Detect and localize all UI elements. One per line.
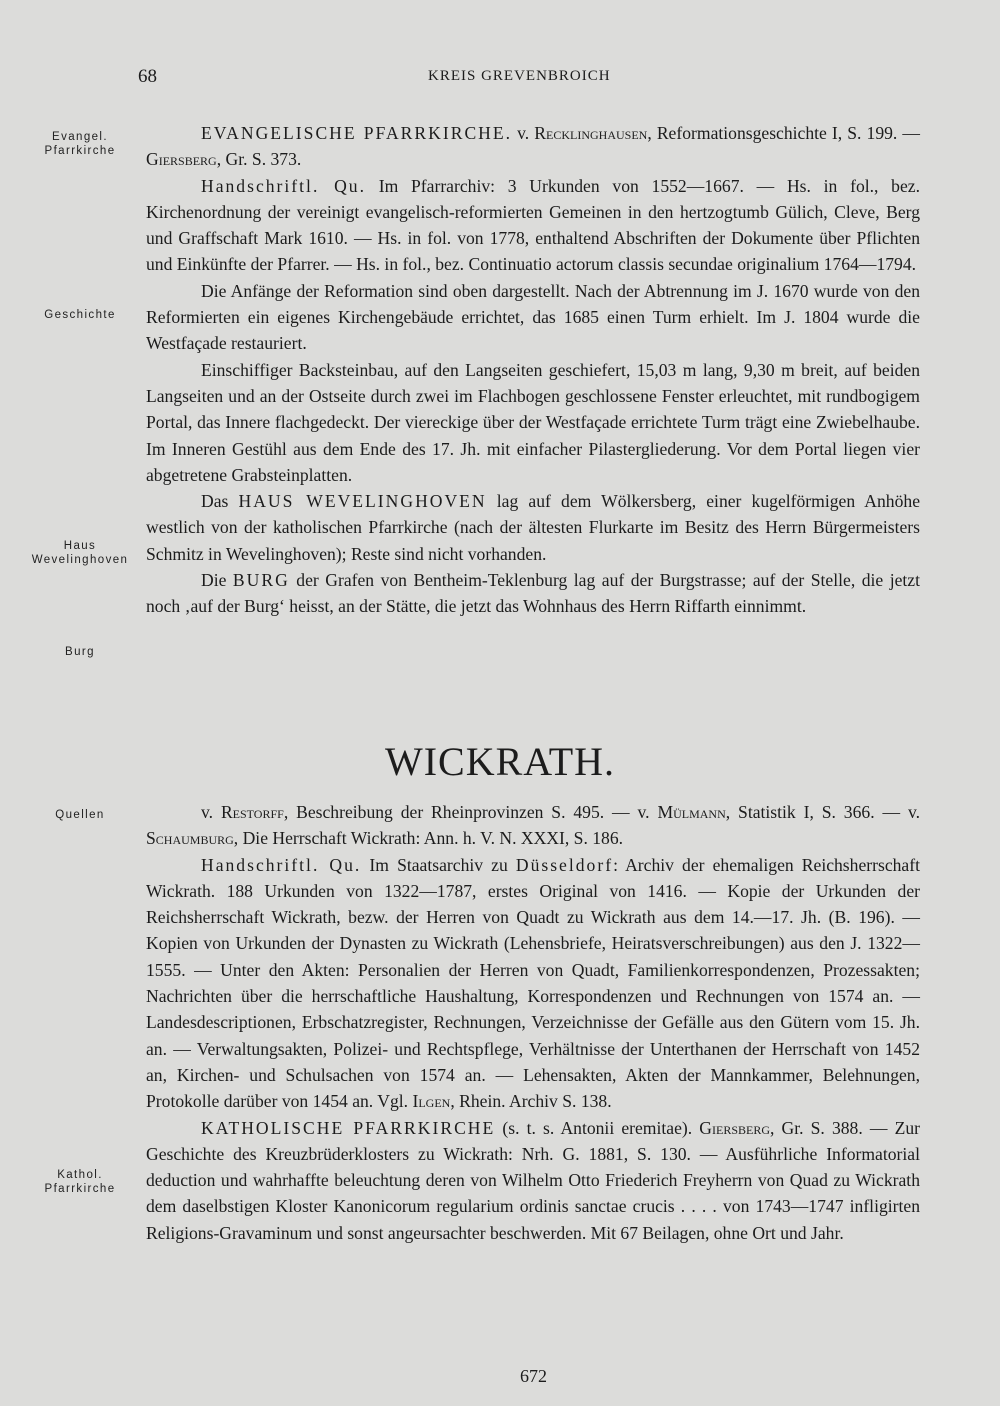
section-wickrath: [146, 799, 920, 1246]
page-number: 68: [138, 66, 157, 87]
margin-note-geschichte: Geschichte: [44, 309, 116, 321]
margin-note-haus: Haus Wevelinghoven: [31, 540, 129, 566]
paragraph-katholische-pfarrkirche: KATHOLISCHE PFARRKIRCHE (s. t. s. Antonii eremitae). Giersberg, Gr. S. 388. — Zur Geschichte des Kreuzbrüderklosters zu Wickrath: Nrh. G. 1881, S. 130. — Ausführliche Informatorial deduction und wahrhaffte beleuchtung deren von Wilhelm Otto Friederich Freyherrn von Quad zu Wickrath dem daselbstigen Kloster Kanonicorum regularium ordinis sanctae crucis . . . . von 1743—1747 infligirten Religions-Gravaminum und sonst angeursachter beschwerden. Mit 67 Beilagen, ohne Ort und Jahr.: [146, 1117, 920, 1243]
heading-wickrath: WICKRATH.: [384, 739, 616, 784]
paragraph-evangel-sources: Handschriftl. Qu. Im Pfarrarchiv: 3 Urkunden von 1552—1667. — Hs. in fol., bez. Kirchenordnung der vereinigt evangelisch-reformierten Gemeinen in den hertzogtumb Gülich, Cleve, Berg und Graffschaft Mark 1610. — Hs. in fol. von 1778, enthaltend Abschriften der Dokumente über Pflichten und Einkünfte der Pfarrer. — Hs. in fol., bez. Continuatio actorum classis secundae originalium 1764—1794.: [146, 175, 920, 275]
paragraph-evangel-literature: EVANGELISCHE PFARRKIRCHE. v. Recklinghausen, Reformationsgeschichte I, S. 199. — Giersberg, Gr. S. 373.: [146, 123, 921, 170]
page-header: [0, 66, 1000, 94]
margin-note-quellen: Quellen: [55, 809, 105, 821]
paragraph-burg: Die BURG der Grafen von Bentheim-Teklenburg lag auf der Burgstrasse; auf der Stelle, die jetzt noch ‚auf der Burg‘ heisst, an der Stätte, die jetzt das Wohnhaus des Herrn Riffarth einnimmt.: [146, 570, 920, 617]
section-evangelische-pfarrkirche: [146, 120, 920, 620]
heading-evangelische-pfarrkirche: EVANGELISCHE PFARRKIRCHE.: [201, 123, 513, 143]
paragraph-haus-wevelinghoven: Das HAUS WEVELINGHOVEN lag auf dem Wölkersberg, einer kugelförmigen Anhöhe westlich von der katholischen Pfarrkirche (nach der ältesten Flurkarte im Besitz des Herrn Bürgermeisters Schmitz in Wevelinghoven); Reste sind nicht vorhanden.: [146, 491, 921, 564]
margin-note-burg: Burg: [65, 646, 95, 658]
heading-katholische-pfarrkirche: KATHOLISCHE PFARRKIRCHE: [201, 1117, 496, 1138]
running-title: KREIS GREVENBROICH: [428, 68, 611, 84]
paragraph-geschichte: Die Anfänge der Reformation sind oben dargestellt. Nach der Abtrennung im J. 1670 wurde von den Reformierten ein eigenes Kirchengebäude errichtet, das 1685 einen Turm erhielt. Im J. 1804 wurde die Westfaçade restauriert.: [146, 280, 920, 354]
signature-number: 672: [520, 1366, 547, 1386]
margin-note-kathol: Kathol. Pfarrkirche: [44, 1169, 116, 1195]
paragraph-quellen: v. Restorff, Beschreibung der Rheinprovinzen S. 495. — v. Mülmann, Statistik I, S. 366. — v. Schaumburg, Die Herrschaft Wickrath: Ann. h. V. N. XXXI, S. 186.: [146, 802, 920, 849]
paragraph-handschriftliche-quellen: Handschriftl. Qu. Im Staatsarchiv zu Düsseldorf: Archiv der ehemaligen Reichsherrschaft Wickrath. 188 Urkunden von 1322—1787, erstes Original von 1416. — Kopie der Urkunden der Reichsherrschaft Wickrath, bezw. der Herren von Quadt zu Wickrath aus dem 14.—17. Jh. (B. 196). — Kopien von Urkunden der Dynasten zu Wickrath (Lehensbriefe, Heiratsverschreibungen) aus den J. 1322—1555. — Unter den Akten: Personalien der Herren von Quadt, Familienkorrespondenzen, Prozessakten; Nachrichten über die herrschaftliche Haushaltung, Korrespondenzen und Rechnungen von 1574 an. — Landesdescriptionen, Erbschatzregister, Rechnungen, Verzeichnisse der Gefälle aus den Gütern vom 15. Jh. an. — Verwaltungsakten, Polizei- und Rechtspflege, Verhältnisse der Unterthanen der Herrschaft von 1452 an, Kirchen- und Schulsachen von 1574 an. — Lehensakten, Akten der Mannkammer, Belehnungen, Protokolle darüber von 1454 an. Vgl. Ilgen, Rhein. Archiv S. 138.: [146, 854, 920, 1112]
paragraph-description: Einschiffiger Backsteinbau, auf den Langseiten geschiefert, 15,03 m lang, 9,30 m breit, auf beiden Langseiten und an der Ostseite durch zwei im Flachbogen geschlossene Fenster erleuchtet, mit rundbogigem Portal, das Innere flachgedeckt. Der viereckige über der Westfaçade errichtete Turm trägt eine Zwiebelhaube. Im Inneren Gestühl aus dem Ende des 17. Jh. mit einfacher Pilastergliederung. Vor dem Portal liegen vier abgetretene Grabsteinplatten.: [146, 359, 920, 485]
margin-note-evangel: Evangel. Pfarrkirche: [44, 131, 116, 157]
